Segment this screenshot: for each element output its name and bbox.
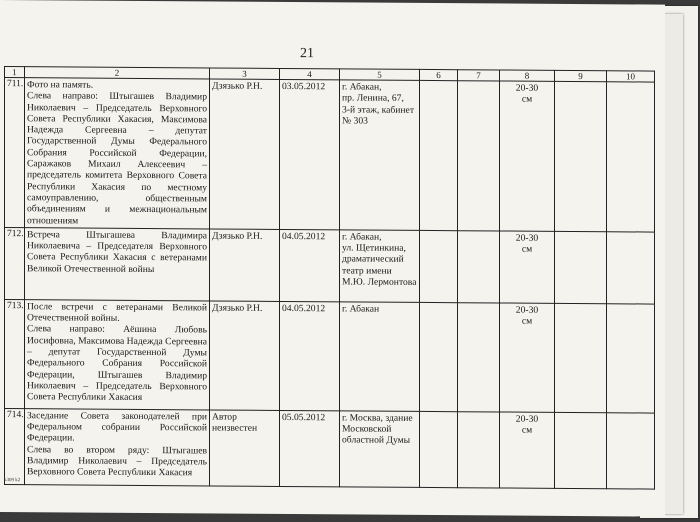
- item-description: Фото на память. Слева направо: Штыгашев Владимир Николаевич – Председатель Верховного Совета Республики Хакасия, Максимова Надежда Сергеевна – депутат Государственной Думы Федерального Собрания Российской Федерации, Саражаков Михаил Алексеевич – председатель комитета Верховного Совета Республики Хакасия по местному самоуправлению, общественным объединениям и межнациональным отношениям: [25, 78, 210, 229]
- item-size: 20-30 см: [500, 303, 555, 412]
- item-col9: [555, 231, 607, 303]
- item-col6: [420, 230, 458, 302]
- column-header: 7: [458, 70, 500, 81]
- column-header: 8: [500, 70, 555, 81]
- item-author: Дзязько Р.Н.: [210, 229, 280, 301]
- table-row: [5, 78, 655, 232]
- item-col7: [458, 231, 500, 303]
- item-description: После встречи с ветеранами Великой Отечественной войны. Слева направо: Аёшина Любовь Иосифовна, Максимова Надежда Сергеевна – депутат Государственной Думы Федерального Собрания Российской Федерации, Штыгашев Владимир Николаевич – Председатель Верховного Совета Республики Хакасия: [25, 300, 210, 410]
- item-number: 714.: [5, 408, 25, 484]
- item-place: г. Абакан, пр. Ленина, 67, 3-й этаж, кабинет № 303: [340, 80, 420, 230]
- item-date: 04.05.2012: [280, 229, 340, 301]
- table-row: [5, 227, 655, 304]
- item-size: 20-30 см: [500, 81, 555, 231]
- item-place: г. Абакан, ул. Щетинкина, драматический театр имени М.Ю. Лермонтова: [340, 230, 420, 303]
- item-date: 04.05.2012: [280, 301, 340, 410]
- item-author: Автор неизвестен: [210, 410, 280, 486]
- item-col6: [420, 80, 458, 230]
- item-col7: [458, 303, 500, 412]
- item-col7: [458, 81, 500, 231]
- column-header: 9: [555, 70, 607, 81]
- column-header: 4: [280, 68, 340, 79]
- table-row: [5, 408, 655, 489]
- item-col9: [555, 412, 607, 488]
- item-col10: [607, 304, 655, 413]
- item-size: 20-30 см: [500, 412, 555, 488]
- item-author: Дзязько Р.Н.: [210, 301, 280, 410]
- page-number: 21: [300, 46, 314, 62]
- item-number: 713.: [5, 299, 25, 408]
- item-col6: [420, 302, 458, 411]
- item-place: г. Абакан: [340, 302, 420, 412]
- item-description: Встреча Штыгашева Владимира Николаевича – Председателя Верховного Совета Республики Хакасия с ветеранами Великой Отечественной войны: [25, 228, 210, 301]
- item-description: Заседание Совета законодателей при Федеральном собрании Российской Федерации. Слева во втором ряду: Штыгашев Владимир Николаевич – Председатель Верховного Совета Республики Хакасия: [25, 409, 210, 486]
- item-col9: [555, 303, 607, 412]
- column-header: 2: [25, 67, 210, 79]
- item-number: 711.: [5, 78, 25, 228]
- item-place: г. Москва, здание Московской областной Думы: [340, 411, 420, 488]
- column-header: 10: [607, 71, 655, 82]
- item-date: 03.05.2012: [280, 79, 340, 229]
- photo-register-table: [4, 66, 655, 489]
- item-size: 20-30 см: [500, 231, 555, 303]
- column-header: 6: [420, 69, 458, 80]
- item-col10: [607, 232, 655, 304]
- item-author: Дзязько Р.Н.: [210, 79, 280, 229]
- table-row: [5, 299, 655, 413]
- item-col10: [607, 413, 655, 489]
- print-mark: k309 k2: [4, 478, 21, 484]
- column-header: 5: [340, 69, 420, 81]
- item-col6: [420, 411, 458, 487]
- column-header: 1: [5, 67, 25, 78]
- item-col9: [555, 81, 607, 231]
- item-number: 712.: [5, 227, 25, 299]
- item-col10: [607, 82, 655, 232]
- column-header: 3: [210, 68, 280, 79]
- item-col7: [458, 412, 500, 488]
- item-date: 05.05.2012: [280, 410, 340, 486]
